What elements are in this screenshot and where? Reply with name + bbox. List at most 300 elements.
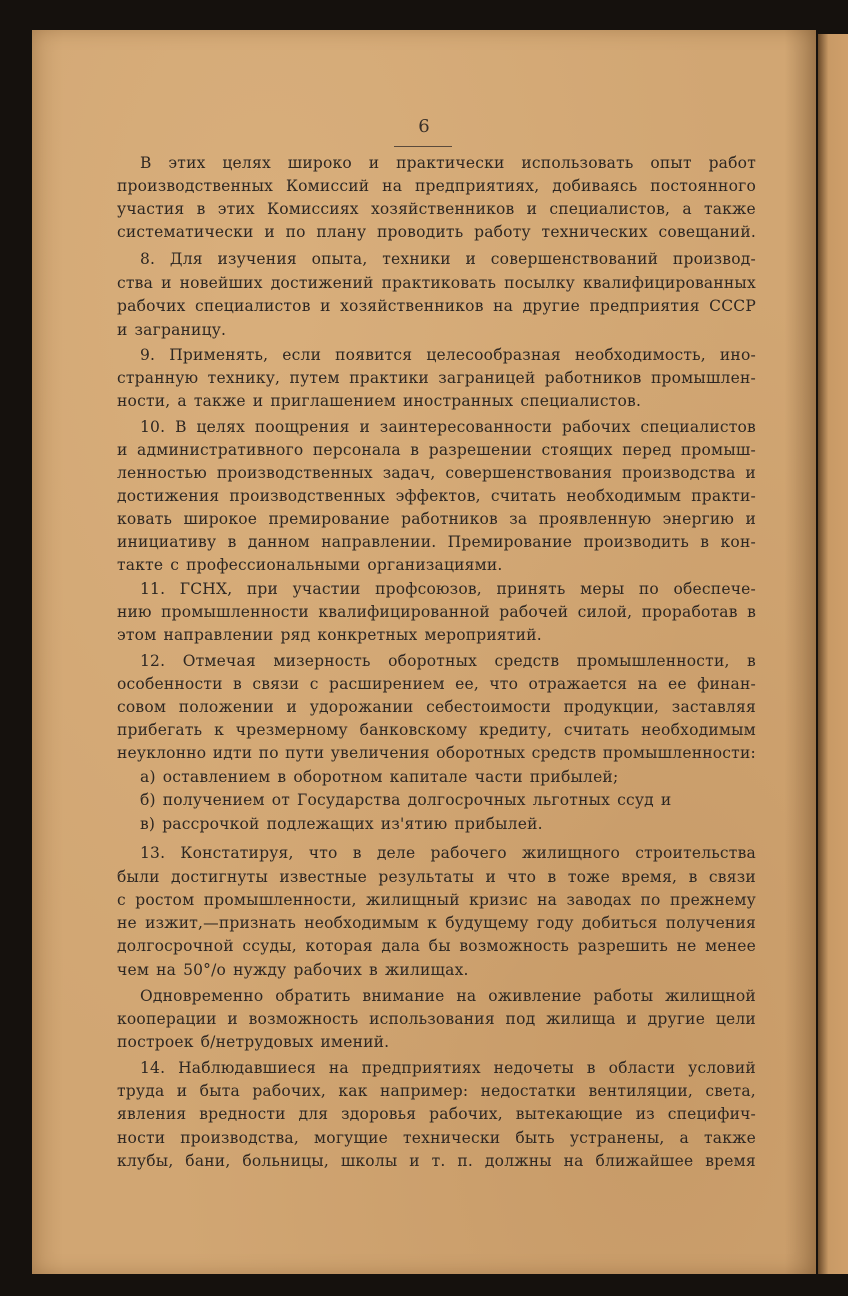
word: на bbox=[156, 961, 177, 979]
word: не bbox=[117, 914, 137, 932]
word: света, bbox=[705, 1082, 756, 1100]
word: что bbox=[489, 675, 519, 693]
word: Отмечая bbox=[182, 652, 256, 670]
text-line bbox=[140, 841, 756, 865]
word: увеличения bbox=[330, 744, 430, 762]
word: построек bbox=[117, 1033, 194, 1051]
word: б/нетрудовых bbox=[200, 1033, 314, 1051]
word: в bbox=[352, 844, 362, 862]
word: обеспече- bbox=[673, 580, 756, 598]
word: недочеты bbox=[493, 1059, 574, 1077]
word: труда bbox=[117, 1082, 165, 1100]
text-line bbox=[117, 1079, 756, 1103]
word: разрешении bbox=[428, 441, 533, 459]
word: этих bbox=[217, 200, 255, 218]
word: ности bbox=[117, 1129, 166, 1147]
word: достижения bbox=[117, 487, 220, 505]
word: постоянного bbox=[650, 177, 756, 195]
word: чрезмерному bbox=[235, 721, 348, 739]
word: участия bbox=[117, 200, 185, 218]
word: клубы, bbox=[117, 1152, 174, 1170]
word: хозяйственников bbox=[370, 200, 515, 218]
word: и bbox=[626, 1010, 637, 1028]
text-line bbox=[140, 1056, 756, 1080]
word: плану bbox=[316, 223, 367, 241]
word: кризис bbox=[469, 891, 528, 909]
word: прежнему bbox=[669, 891, 756, 909]
word: и bbox=[660, 791, 672, 809]
word: в) bbox=[140, 815, 156, 833]
word: промыш- bbox=[680, 441, 756, 459]
text-line bbox=[140, 415, 756, 439]
word: участии bbox=[292, 580, 361, 598]
word: бы bbox=[428, 937, 451, 955]
word: считать bbox=[490, 487, 557, 505]
word: если bbox=[282, 346, 322, 364]
word: необходимым bbox=[304, 914, 419, 932]
word: условий bbox=[688, 1059, 756, 1077]
word: в bbox=[688, 868, 698, 886]
word: ссуды, bbox=[242, 937, 297, 955]
word: средств bbox=[531, 744, 597, 762]
word: совершенствований bbox=[490, 250, 659, 268]
word: вредности bbox=[199, 1105, 286, 1123]
text-line bbox=[117, 1149, 756, 1173]
word: на bbox=[328, 1059, 349, 1077]
text-line bbox=[117, 271, 756, 295]
word: кооперации bbox=[117, 1010, 217, 1028]
word: посылку bbox=[504, 274, 575, 292]
word: связи bbox=[252, 675, 300, 693]
text-line bbox=[117, 553, 503, 577]
word: производственных bbox=[216, 464, 373, 482]
word: на bbox=[563, 1152, 584, 1170]
word: под bbox=[505, 1010, 536, 1028]
word: данном bbox=[247, 533, 310, 551]
word: для bbox=[298, 1105, 329, 1123]
word: производства bbox=[622, 464, 736, 482]
word: льготных bbox=[532, 791, 611, 809]
word: премирование bbox=[268, 510, 390, 528]
word: жилищах. bbox=[384, 961, 469, 979]
word: энергию bbox=[662, 510, 735, 528]
word: кон- bbox=[720, 533, 756, 551]
word: ленностью bbox=[117, 464, 208, 482]
word: СССР bbox=[709, 297, 756, 315]
word: мероприятий. bbox=[424, 626, 542, 644]
text-line bbox=[117, 438, 756, 462]
word: опыт bbox=[650, 154, 692, 172]
text-line bbox=[140, 343, 756, 367]
word: профсоюзов, bbox=[375, 580, 482, 598]
word: по bbox=[640, 891, 661, 909]
word: дала bbox=[381, 937, 421, 955]
word: оживление bbox=[488, 987, 582, 1005]
word: и bbox=[286, 698, 298, 716]
word: что bbox=[308, 844, 338, 862]
word: и bbox=[526, 200, 538, 218]
text-line bbox=[140, 984, 756, 1008]
word: ее bbox=[668, 675, 687, 693]
word: нужду bbox=[233, 961, 287, 979]
word: из'ятию bbox=[380, 815, 448, 833]
word: специалистов, bbox=[549, 200, 671, 218]
word: ссуд bbox=[617, 791, 654, 809]
word: квалифицированной bbox=[318, 603, 490, 621]
word: целях bbox=[222, 154, 271, 172]
word: принять bbox=[496, 580, 566, 598]
word: необходимым bbox=[566, 487, 682, 505]
word: строительства bbox=[635, 844, 756, 862]
word: совещаний. bbox=[658, 223, 756, 241]
text-line bbox=[117, 934, 756, 958]
word: практи- bbox=[691, 487, 756, 505]
word: ближайшее bbox=[595, 1152, 694, 1170]
word: административного bbox=[137, 441, 304, 459]
word: жилищной bbox=[665, 987, 756, 1005]
word: Для bbox=[169, 250, 203, 268]
word: возможность bbox=[459, 937, 570, 955]
word: банковскому bbox=[359, 721, 468, 739]
word: за bbox=[509, 510, 528, 528]
word: 13. bbox=[140, 844, 166, 862]
word: рабочих, bbox=[252, 1082, 326, 1100]
text-line bbox=[140, 788, 718, 812]
word: на bbox=[637, 675, 658, 693]
word: поощрения bbox=[254, 418, 350, 436]
text-line bbox=[117, 672, 756, 696]
word: Премирование bbox=[447, 533, 573, 551]
word: появится bbox=[335, 346, 413, 364]
text-line bbox=[117, 318, 260, 342]
word: 12. bbox=[140, 652, 166, 670]
word: добиваясь bbox=[552, 177, 638, 195]
word: ГСНХ, bbox=[179, 580, 233, 598]
word: могущие bbox=[314, 1129, 388, 1147]
word: перед bbox=[622, 441, 672, 459]
word: специалистов bbox=[640, 418, 756, 436]
word: идти bbox=[212, 744, 253, 762]
word: в bbox=[277, 768, 287, 786]
word: прибегать bbox=[117, 721, 203, 739]
word: достижений bbox=[270, 274, 374, 292]
word: бани, bbox=[185, 1152, 231, 1170]
word: совом bbox=[117, 698, 167, 716]
word: должны bbox=[484, 1152, 552, 1170]
word: достигнуты bbox=[171, 868, 268, 886]
word: предприятиях, bbox=[415, 177, 540, 195]
word: по bbox=[285, 223, 306, 241]
word: новейших bbox=[179, 274, 263, 292]
word: и bbox=[359, 418, 370, 436]
word: получения bbox=[665, 914, 756, 932]
word: технически bbox=[403, 1129, 501, 1147]
text-line bbox=[117, 623, 550, 647]
text-line bbox=[140, 765, 652, 789]
word: В bbox=[175, 418, 187, 436]
word: получением bbox=[162, 791, 265, 809]
word: путем bbox=[289, 369, 340, 387]
word: долгосрочной bbox=[117, 937, 234, 955]
word: ее, bbox=[455, 675, 479, 693]
word: по bbox=[638, 580, 659, 598]
word: оставлением bbox=[162, 768, 271, 786]
word: изучения bbox=[217, 250, 297, 268]
word: эффектов, bbox=[395, 487, 481, 505]
document-page bbox=[32, 30, 816, 1274]
word: отражается bbox=[528, 675, 628, 693]
word: промышленности, bbox=[203, 891, 357, 909]
word: на bbox=[382, 177, 403, 195]
word: рабочих bbox=[117, 297, 186, 315]
word: производственных bbox=[229, 487, 386, 505]
word: от bbox=[271, 791, 291, 809]
word: к bbox=[427, 914, 438, 932]
word: возможность bbox=[248, 1010, 359, 1028]
word: в bbox=[700, 533, 710, 551]
word: и bbox=[320, 297, 331, 315]
word: при bbox=[246, 580, 279, 598]
word: жилищный bbox=[366, 891, 460, 909]
word: с bbox=[117, 891, 126, 909]
word: широкое bbox=[183, 510, 258, 528]
word: быта bbox=[199, 1082, 240, 1100]
word: заграницу. bbox=[134, 321, 227, 339]
word: также bbox=[193, 392, 246, 410]
word: средств bbox=[494, 652, 560, 670]
word: производства, bbox=[180, 1129, 300, 1147]
word: работ bbox=[708, 154, 756, 172]
word: приглашением bbox=[270, 392, 396, 410]
word: и bbox=[176, 1082, 188, 1100]
word: практики bbox=[349, 369, 429, 387]
word: и bbox=[117, 321, 128, 339]
word: и bbox=[252, 392, 264, 410]
word: быть bbox=[515, 1129, 555, 1147]
text-line bbox=[117, 958, 490, 982]
word: имений. bbox=[320, 1033, 390, 1051]
word: работников bbox=[544, 369, 642, 387]
word: расширением bbox=[328, 675, 445, 693]
word: например: bbox=[379, 1082, 469, 1100]
text-line bbox=[117, 366, 756, 390]
word: Наблюдавшиеся bbox=[178, 1059, 317, 1077]
word: в bbox=[747, 652, 756, 670]
word: целесообразная bbox=[426, 346, 561, 364]
word: области bbox=[608, 1059, 676, 1077]
word: меры bbox=[580, 580, 625, 598]
word: также bbox=[703, 200, 756, 218]
word: вытекающие bbox=[515, 1105, 623, 1123]
word: себестоимости bbox=[426, 698, 551, 716]
text-line bbox=[117, 220, 756, 244]
word: заграницей bbox=[438, 369, 536, 387]
word: рабочих, bbox=[429, 1105, 503, 1123]
word: и bbox=[264, 223, 275, 241]
word: внимание bbox=[362, 987, 445, 1005]
text-line bbox=[117, 389, 660, 413]
word: необходимым bbox=[641, 721, 756, 739]
word: другие bbox=[647, 1010, 706, 1028]
text-line bbox=[140, 577, 756, 601]
word: и bbox=[745, 464, 756, 482]
word: были bbox=[117, 868, 160, 886]
word: и bbox=[485, 868, 496, 886]
word: которая bbox=[305, 937, 373, 955]
word: недостатки bbox=[480, 1082, 577, 1100]
word: 50°/о bbox=[183, 961, 227, 979]
word: 11. bbox=[140, 580, 166, 598]
word: опыта, bbox=[311, 250, 368, 268]
word: устранены, bbox=[569, 1129, 665, 1147]
word: и bbox=[745, 510, 756, 528]
word: задач, bbox=[382, 464, 436, 482]
word: рассрочкой bbox=[162, 815, 260, 833]
word: этом bbox=[117, 626, 157, 644]
word: целях bbox=[196, 418, 246, 436]
word: а bbox=[177, 392, 187, 410]
word: рабочих bbox=[561, 418, 631, 436]
word: цели bbox=[715, 1010, 756, 1028]
word: странную bbox=[117, 369, 199, 387]
word: 10. bbox=[140, 418, 166, 436]
word: ино- bbox=[719, 346, 756, 364]
word: другие bbox=[522, 297, 580, 315]
word: рабочего bbox=[430, 844, 507, 862]
word: технических bbox=[541, 223, 648, 241]
word: ковать bbox=[117, 510, 173, 528]
page-number: 6 bbox=[418, 116, 430, 137]
word: производственных bbox=[117, 177, 274, 195]
word: производ- bbox=[672, 250, 756, 268]
text-line bbox=[117, 507, 756, 531]
word: долгосрочных bbox=[407, 791, 526, 809]
word: и bbox=[465, 250, 477, 268]
word: жилища bbox=[546, 1010, 616, 1028]
word: что bbox=[507, 868, 537, 886]
word: заставляя bbox=[671, 698, 756, 716]
word: специфич- bbox=[667, 1105, 756, 1123]
word: Одновременно bbox=[140, 987, 264, 1005]
word: году bbox=[536, 914, 574, 932]
word: 8. bbox=[140, 250, 156, 268]
text-line bbox=[117, 1126, 756, 1150]
word: и bbox=[409, 1152, 420, 1170]
word: с bbox=[309, 675, 319, 693]
word: связи bbox=[708, 868, 756, 886]
word: изжит,—признать bbox=[145, 914, 297, 932]
word: оборотных bbox=[436, 744, 526, 762]
text-line bbox=[117, 294, 756, 318]
word: организациями. bbox=[367, 556, 503, 574]
word: иностранных bbox=[402, 392, 514, 410]
word: менее bbox=[705, 937, 756, 955]
word: Констатируя, bbox=[180, 844, 294, 862]
word: б) bbox=[140, 791, 156, 809]
word: 9. bbox=[140, 346, 156, 364]
word: промышленности bbox=[161, 603, 309, 621]
word: неуклонно bbox=[117, 744, 207, 762]
word: обратить bbox=[275, 987, 351, 1005]
word: прибылей; bbox=[529, 768, 619, 786]
word: известные bbox=[279, 868, 367, 886]
word: а bbox=[682, 200, 692, 218]
text-line bbox=[117, 911, 756, 935]
word: инициативу bbox=[117, 533, 217, 551]
word: промышленности, bbox=[576, 652, 730, 670]
word: а bbox=[679, 1129, 689, 1147]
word: мизерность bbox=[273, 652, 371, 670]
word: практиковать bbox=[381, 274, 497, 292]
text-line bbox=[117, 197, 756, 221]
word: использовать bbox=[521, 154, 634, 172]
word: заводах bbox=[566, 891, 632, 909]
word: такте bbox=[117, 556, 164, 574]
word: профессиональными bbox=[186, 556, 361, 574]
word: проработав bbox=[641, 603, 738, 621]
word: персонала bbox=[312, 441, 401, 459]
word: широко bbox=[287, 154, 352, 172]
word: направлении bbox=[163, 626, 274, 644]
word: не bbox=[676, 937, 697, 955]
word: тоже bbox=[567, 868, 610, 886]
word: Комиссий bbox=[285, 177, 370, 195]
word: и bbox=[117, 441, 128, 459]
word: проводить bbox=[377, 223, 464, 241]
word: результаты bbox=[378, 868, 475, 886]
text-line bbox=[140, 649, 756, 673]
word: чем bbox=[117, 961, 150, 979]
word: стоящих bbox=[541, 441, 613, 459]
word: в bbox=[747, 603, 756, 621]
word: и bbox=[227, 1010, 238, 1028]
word: систематически bbox=[117, 223, 254, 241]
word: из bbox=[635, 1105, 655, 1123]
word: в bbox=[233, 675, 242, 693]
word: в bbox=[196, 200, 206, 218]
word: на bbox=[456, 987, 477, 1005]
word: специалистов. bbox=[520, 392, 642, 410]
word: в bbox=[227, 533, 237, 551]
word: по bbox=[258, 744, 279, 762]
word: школы bbox=[340, 1152, 398, 1170]
word: В bbox=[140, 154, 152, 172]
word: добиться bbox=[581, 914, 658, 932]
word: вентиляции, bbox=[588, 1082, 694, 1100]
text-line bbox=[117, 741, 756, 765]
page-number-rule bbox=[394, 146, 452, 147]
text-line bbox=[140, 812, 572, 836]
word: в bbox=[369, 961, 378, 979]
word: ства bbox=[117, 274, 154, 292]
word: ростом bbox=[135, 891, 195, 909]
word: и bbox=[368, 154, 380, 172]
word: квалифицированных bbox=[582, 274, 756, 292]
text-line bbox=[117, 888, 756, 912]
word: заинтересованности bbox=[379, 418, 553, 436]
word: считать bbox=[563, 721, 630, 739]
word: конкретных bbox=[317, 626, 418, 644]
word: удорожании bbox=[309, 698, 414, 716]
word: этих bbox=[168, 154, 206, 172]
word: совершенствования bbox=[445, 464, 613, 482]
word: работников bbox=[401, 510, 498, 528]
word: на bbox=[537, 891, 558, 909]
word: оборотных bbox=[388, 652, 478, 670]
word: рабочей bbox=[499, 603, 569, 621]
word: направлении. bbox=[321, 533, 437, 551]
word: с bbox=[170, 556, 180, 574]
